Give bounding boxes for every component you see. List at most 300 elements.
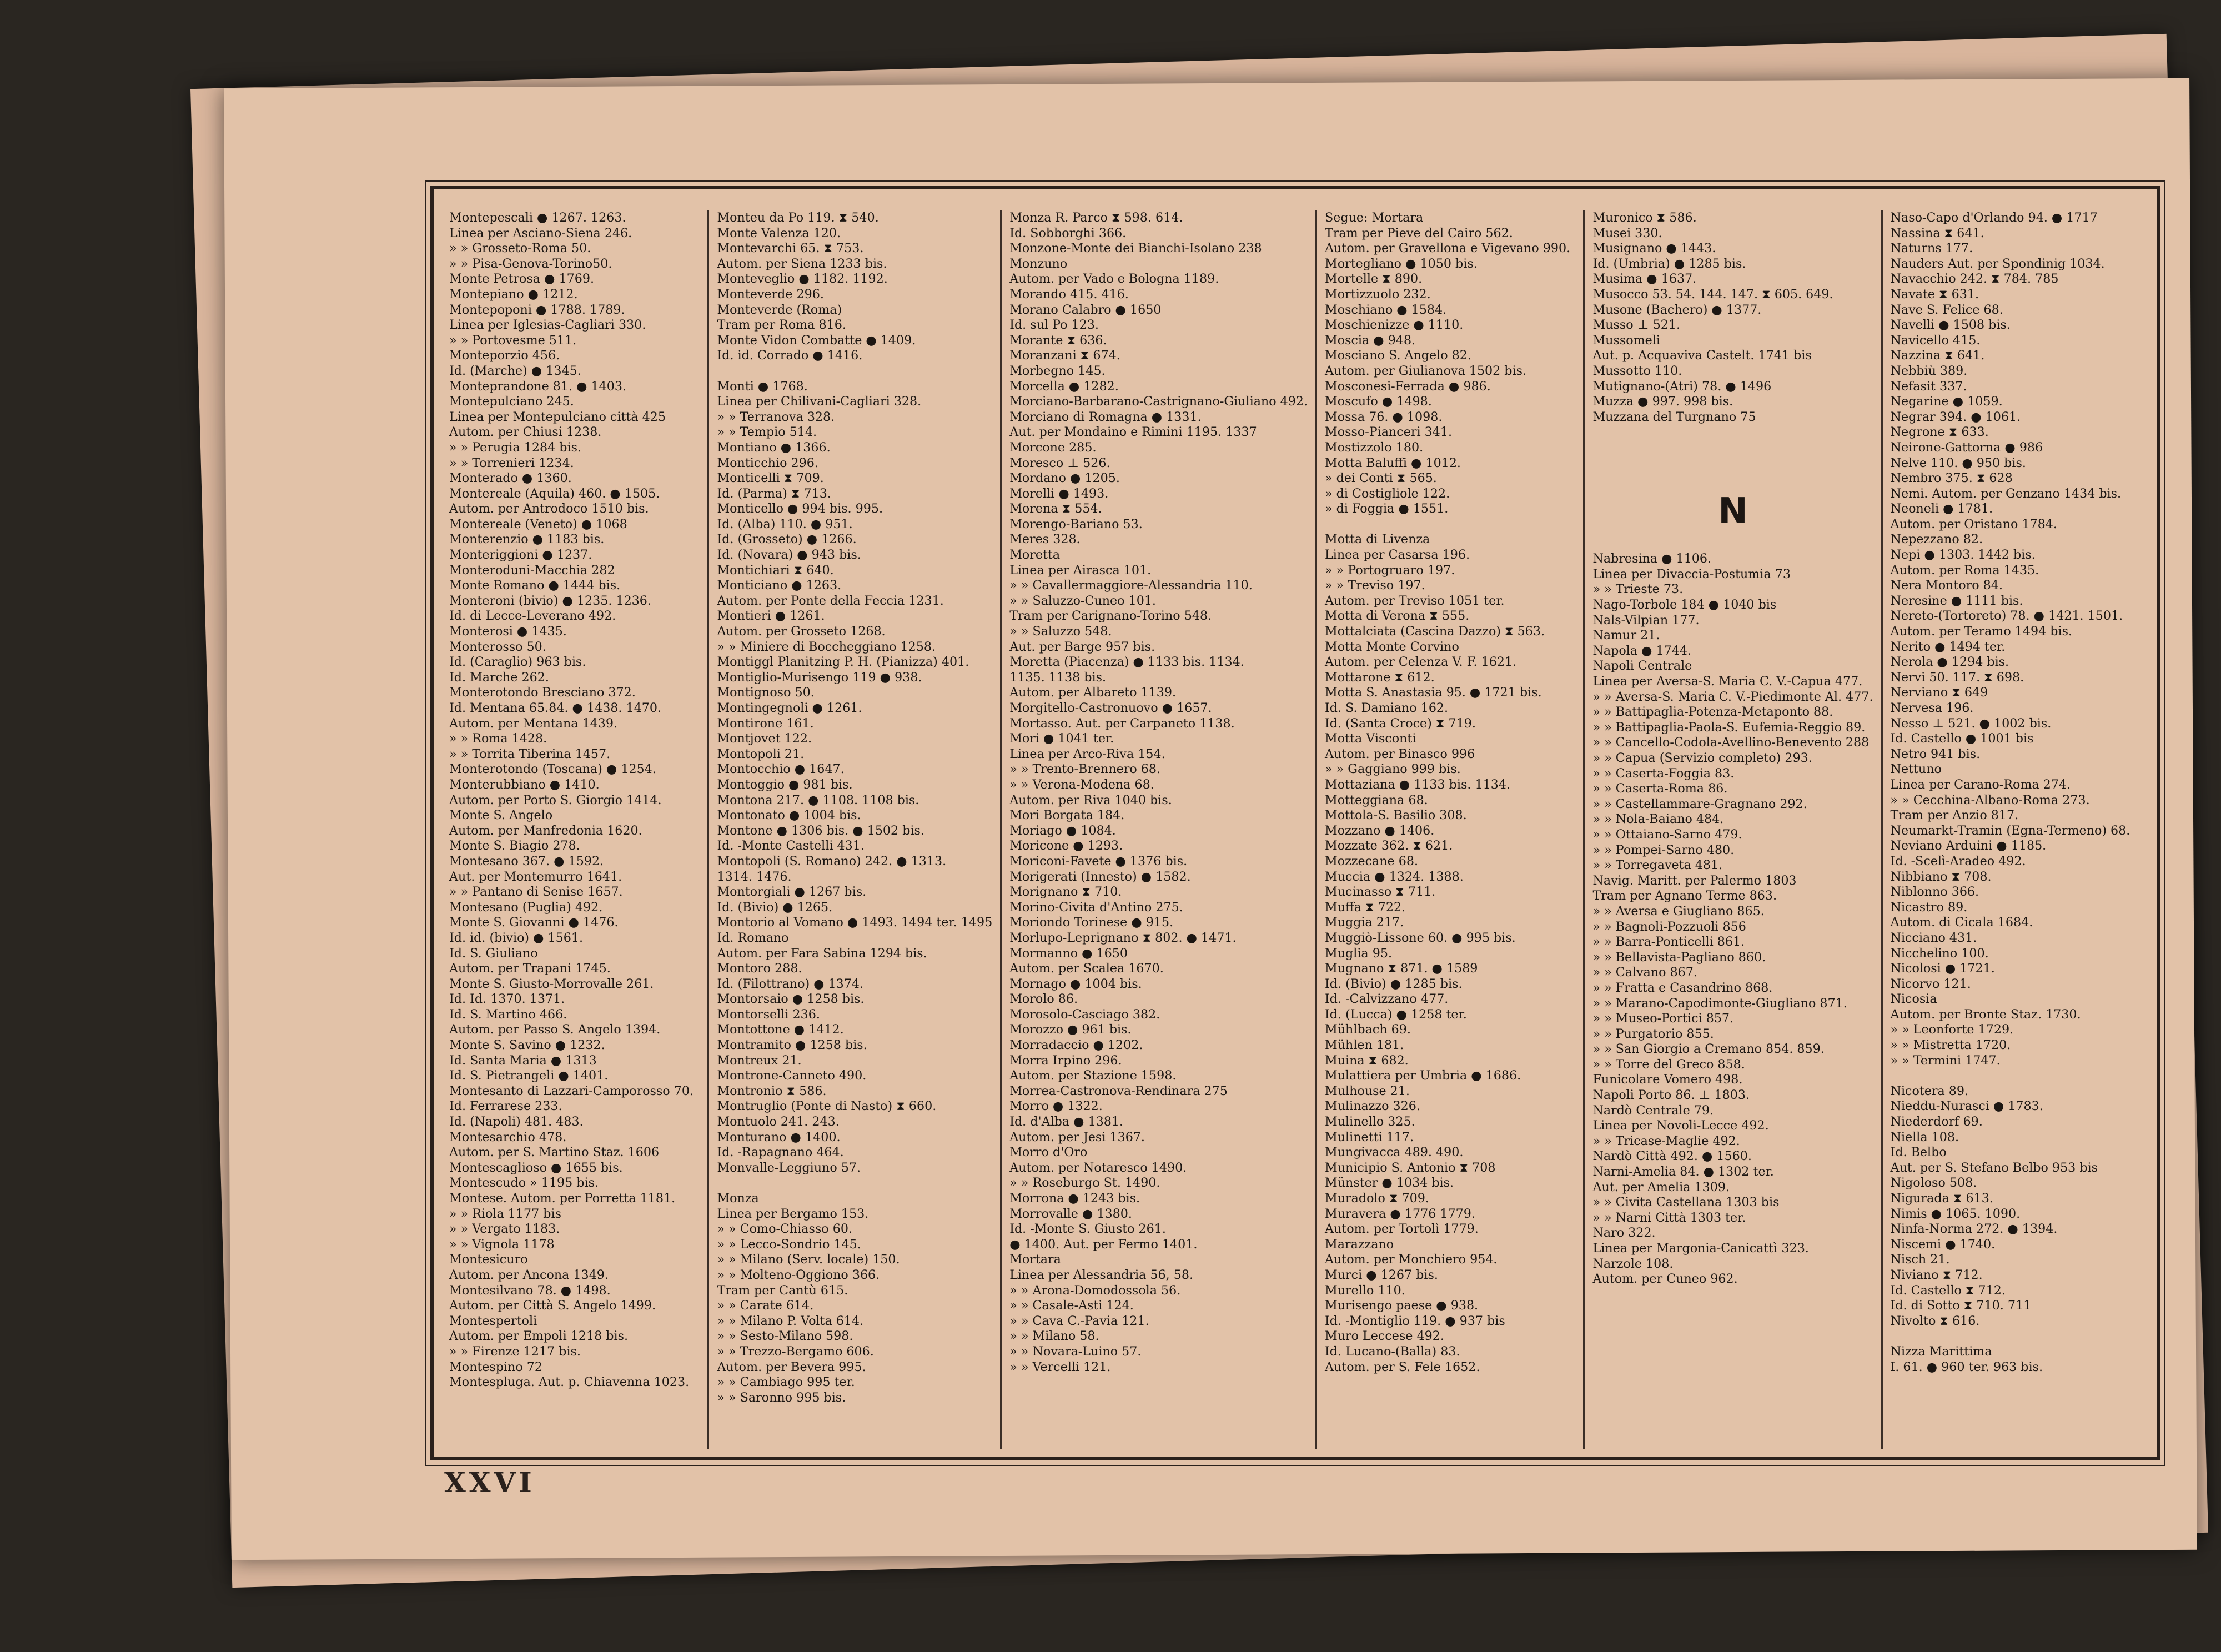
- index-entry: Tram per Carignano-Torino 548.: [1009, 609, 1212, 624]
- index-entry: Montonato ● 1004 bis.: [717, 808, 861, 823]
- index-entry: Moresco ⊥ 526.: [1009, 455, 1110, 470]
- index-entry: Aut. per Mondaino e Rimini 1195. 1337: [1009, 425, 1257, 440]
- index-entry: Morano Calabro ● 1650: [1009, 302, 1162, 317]
- index-entry: Id. S. Martino 466.: [449, 1007, 567, 1022]
- index-entry: Montiggl Planitzing P. H. (Pianizza) 401.: [717, 655, 969, 670]
- index-entry: Niscemi ● 1740.: [1890, 1237, 1996, 1252]
- index-entry: Negarine ● 1059.: [1890, 394, 2003, 409]
- index-entry: » » Marano-Capodimonte-Giugliano 871.: [1592, 996, 1847, 1011]
- index-entry: Montesilvano 78. ● 1498.: [449, 1283, 611, 1298]
- index-entry: Id. S. Damiano 162.: [1325, 701, 1449, 715]
- index-entry: Morlupo-Leprignano ⧗ 802. ● 1471.: [1009, 930, 1237, 945]
- index-entry: Musone (Bachero) ● 1377.: [1592, 302, 1762, 317]
- index-entry: Montepulciano 245.: [449, 394, 574, 409]
- index-entry: Montiglio-Murisengo 119 ● 938.: [717, 670, 922, 685]
- index-entry: Morrovalle ● 1380.: [1009, 1206, 1132, 1221]
- index-entry: Monteprandone 81. ● 1403.: [449, 379, 627, 394]
- index-entry: Münster ● 1034 bis.: [1325, 1176, 1454, 1191]
- index-entry: Autom. per Grosseto 1268.: [717, 624, 886, 639]
- index-entry: Monte S. Giovanni ● 1476.: [449, 915, 619, 930]
- index-entry: Monteveglio ● 1182. 1192.: [717, 272, 888, 287]
- index-entry: Autom. per Mentana 1439.: [449, 716, 618, 731]
- index-entry: Mottarone ⧗ 612.: [1325, 670, 1435, 685]
- index-entry: Montesano (Puglia) 492.: [449, 900, 603, 915]
- index-entry: Montorsaio ● 1258 bis.: [717, 992, 865, 1007]
- index-entry: Nals-Vilpian 177.: [1592, 612, 1700, 627]
- index-entry: Mortizzuolo 232.: [1325, 287, 1431, 302]
- index-entry: Monzuno: [1009, 256, 1068, 271]
- index-entry: Nemi. Autom. per Genzano 1434 bis.: [1890, 486, 2122, 501]
- index-entry: Montottone ● 1412.: [717, 1022, 844, 1037]
- index-entry: Monte Vidon Combatte ● 1409.: [717, 333, 916, 348]
- index-entry: Montopoli 21.: [717, 746, 805, 761]
- index-entry: Motteggiana 68.: [1325, 792, 1428, 807]
- index-entry: Id. (Bivio) ● 1285 bis.: [1325, 976, 1463, 991]
- index-entry: » » Miniere di Boccheggiano 1258.: [717, 639, 936, 654]
- index-entry: » » Bagnoli-Pozzuoli 856: [1592, 919, 1746, 934]
- index-entry: Autom. per Jesi 1367.: [1009, 1129, 1145, 1144]
- index-entry: Montieri ● 1261.: [717, 609, 825, 624]
- index-entry: Autom. per Oristano 1784.: [1890, 516, 2057, 531]
- index-entry: » » Portovesme 511.: [449, 333, 577, 348]
- index-entry: Montronio ⧗ 586.: [717, 1083, 827, 1098]
- index-entry: Montignoso 50.: [717, 685, 815, 700]
- index-entry: Id. -Calvizzano 477.: [1325, 992, 1449, 1007]
- index-entry: Montingegnoli ● 1261.: [717, 701, 862, 715]
- index-entry: » » Grosseto-Roma 50.: [449, 241, 591, 256]
- index-entry: Napoli Porto 86. ⊥ 1803.: [1592, 1088, 1750, 1103]
- index-entry: Autom. per Gravellona e Vigevano 990.: [1325, 241, 1571, 256]
- index-entry: Autom. per Chiusi 1238.: [449, 425, 602, 440]
- index-entry: Moretta (Piacenza) ● 1133 bis. 1134.: [1009, 655, 1244, 670]
- index-entry: I. 61. ● 960 ter. 963 bis.: [1890, 1359, 2043, 1374]
- index-entry: Musima ● 1637.: [1592, 272, 1697, 287]
- index-entry: Mortegliano ● 1050 bis.: [1325, 256, 1478, 271]
- index-entry: » » Fratta e Casandrino 868.: [1592, 980, 1773, 995]
- index-entry: [1592, 440, 1873, 456]
- index-entry: » » Arona-Domodossola 56.: [1009, 1283, 1181, 1298]
- index-entry: Mordano ● 1205.: [1009, 471, 1120, 486]
- index-entry: Muggiò-Lissone 60. ● 995 bis.: [1325, 930, 1516, 945]
- index-entry: Napola ● 1744.: [1592, 643, 1691, 658]
- index-entry: Motta di Livenza: [1325, 532, 1430, 547]
- index-entry: Autom. per Antrodoco 1510 bis.: [449, 501, 649, 516]
- index-entry: Musei 330.: [1592, 225, 1662, 240]
- index-entry: Morcella ● 1282.: [1009, 379, 1119, 394]
- index-entry: » » Museo-Portici 857.: [1592, 1011, 1734, 1026]
- index-entry: » » Roma 1428.: [449, 731, 547, 746]
- index-entry: » » Caserta-Roma 86.: [1592, 781, 1728, 796]
- index-entry: » » San Giorgio a Cremano 854. 859.: [1592, 1042, 1825, 1057]
- index-entry: Montona 217. ● 1108. 1108 bis.: [717, 792, 919, 807]
- index-entry: Nigoloso 508.: [1890, 1176, 1977, 1191]
- index-entry: Id. Castello ● 1001 bis: [1890, 731, 2034, 746]
- index-entry: Nera Montoro 84.: [1890, 578, 2003, 593]
- index-entry: » » Cancello-Codola-Avellino-Benevento 288: [1592, 735, 1870, 750]
- index-entry: Monteroni (bivio) ● 1235. 1236.: [449, 593, 651, 608]
- index-entry: [1592, 536, 1873, 552]
- index-entry: Autom. di Cicala 1684.: [1890, 915, 2033, 930]
- index-entry: Morro d'Oro: [1009, 1145, 1088, 1160]
- index-entry: [1325, 517, 1575, 533]
- index-entry: Autom. per Fara Sabina 1294 bis.: [717, 946, 927, 961]
- index-entry: » » Torrita Tiberina 1457.: [449, 746, 611, 761]
- index-entry: Muffa ⧗ 722.: [1325, 900, 1406, 915]
- index-entry: Monzone-Monte dei Bianchi-Isolano 238: [1009, 241, 1262, 256]
- index-entry: Tram per Pieve del Cairo 562.: [1325, 225, 1513, 240]
- index-entry: Niviano ⧗ 712.: [1890, 1267, 1983, 1282]
- index-entry: Montorselli 236.: [717, 1007, 820, 1022]
- index-entry: Moscia ● 948.: [1325, 333, 1416, 348]
- index-entry: Id. Lucano-(Balla) 83.: [1325, 1344, 1460, 1359]
- index-entry: Muccia ● 1324. 1388.: [1325, 869, 1464, 884]
- index-entry: Narzole 108.: [1592, 1256, 1674, 1271]
- index-frame: [430, 186, 2160, 1460]
- index-entry: Tram per Cantù 615.: [717, 1283, 848, 1298]
- index-entry: Nisch 21.: [1890, 1252, 1950, 1267]
- index-entry: Nesso ⊥ 521. ● 1002 bis.: [1890, 716, 2052, 731]
- index-entry: » » Torre del Greco 858.: [1592, 1057, 1745, 1072]
- index-entry: » » Capua (Servizio completo) 293.: [1592, 751, 1812, 765]
- index-entry: Navacchio 242. ⧗ 784. 785: [1890, 272, 2059, 287]
- index-entry: Montreux 21.: [717, 1053, 802, 1068]
- index-entry: Musignano ● 1443.: [1592, 241, 1716, 256]
- index-entry: Motta Baluffi ● 1012.: [1325, 455, 1461, 470]
- index-entry: Nicotera 89.: [1890, 1083, 1969, 1098]
- index-entry: Id. (Novara) ● 943 bis.: [717, 548, 861, 563]
- index-entry: » » Roseburgo St. 1490.: [1009, 1176, 1160, 1191]
- index-entry: Linea per Novoli-Lecce 492.: [1592, 1118, 1769, 1133]
- index-entry: Morra Irpino 296.: [1009, 1053, 1122, 1068]
- index-entry: » » Cavallermaggiore-Alessandria 110.: [1009, 578, 1253, 593]
- index-entry: Linea per Casarsa 196.: [1325, 548, 1470, 563]
- index-entry: » » Novara-Luino 57.: [1009, 1344, 1142, 1359]
- index-entry: Nervi 50. 117. ⧗ 698.: [1890, 670, 2024, 685]
- index-entry: Id. (Napoli) 481. 483.: [449, 1114, 584, 1129]
- index-entry: » » Purgatorio 855.: [1592, 1026, 1714, 1041]
- index-entry: Neumarkt-Tramin (Egna-Termeno) 68.: [1890, 823, 2130, 838]
- index-entry: Segue: Mortara: [1325, 210, 1424, 225]
- index-entry: Tram per Agnano Terme 863.: [1592, 888, 1777, 903]
- index-entry: Id. Romano: [717, 930, 789, 945]
- index-entry: Monteporzio 456.: [449, 348, 560, 363]
- index-entry: Morante ⧗ 636.: [1009, 333, 1107, 348]
- index-entry: Montopoli (S. Romano) 242. ● 1313.: [717, 853, 947, 868]
- index-entry: Mortara: [1009, 1252, 1061, 1267]
- index-entry: Id. -Monte Castelli 431.: [717, 838, 865, 853]
- index-entry: Id. (Alba) 110. ● 951.: [717, 516, 853, 531]
- index-column-5: [1583, 210, 1881, 1449]
- index-entry: Motta Visconti: [1325, 731, 1416, 746]
- index-entry: Monte Valenza 120.: [717, 225, 841, 240]
- index-entry: Musocco 53. 54. 144. 147. ⧗ 605. 649.: [1592, 287, 1833, 302]
- index-entry: Mühlbach 69.: [1325, 1022, 1411, 1037]
- index-entry: Morosolo-Casciago 382.: [1009, 1007, 1160, 1022]
- index-column-4: [1315, 210, 1583, 1449]
- index-entry: Id. Marche 262.: [449, 670, 549, 685]
- index-entry: Autom. per Bevera 995.: [717, 1359, 866, 1374]
- index-entry: [1891, 1068, 2141, 1084]
- index-entry: Morolo 86.: [1009, 992, 1078, 1007]
- index-entry: Montuolo 241. 243.: [717, 1114, 840, 1129]
- index-entry: Monticelli ⧗ 709.: [717, 471, 824, 486]
- index-entry: » » Battipaglia-Paola-S. Eufemia-Reggio 89.: [1592, 720, 1866, 735]
- index-entry: Linea per Arco-Riva 154.: [1009, 746, 1165, 761]
- index-entry: Linea per Divaccia-Postumia 73: [1592, 566, 1791, 581]
- index-entry: Id. Santa Maria ● 1313: [449, 1053, 597, 1068]
- index-entry: Nicolosi ● 1721.: [1890, 961, 1995, 976]
- index-entry: Navelli ● 1508 bis.: [1890, 318, 2011, 333]
- index-entry: Morrea-Castronova-Rendinara 275: [1009, 1083, 1228, 1098]
- index-entry: » » Verona-Modena 68.: [1009, 777, 1154, 792]
- index-entry: Moscufo ● 1498.: [1325, 394, 1432, 409]
- index-entry: Linea per Iglesias-Cagliari 330.: [449, 318, 646, 333]
- index-entry: Linea per Bergamo 153.: [717, 1206, 869, 1221]
- index-entry: Nazzina ⧗ 641.: [1890, 348, 1985, 363]
- index-entry: Id. S. Pietrangeli ● 1401.: [449, 1068, 609, 1083]
- index-entry: » » Treviso 197.: [1325, 578, 1425, 593]
- index-entry: Montesano 367. ● 1592.: [449, 853, 604, 868]
- index-entry: Moriconi-Favete ● 1376 bis.: [1009, 853, 1188, 868]
- index-entry: Montocchio ● 1647.: [717, 762, 845, 777]
- index-entry: » » Aversa e Giugliano 865.: [1592, 903, 1765, 918]
- index-entry: Morengo-Bariano 53.: [1009, 516, 1143, 531]
- index-entry: Linea per Margonia-Canicattì 323.: [1592, 1241, 1809, 1256]
- index-entry: Aut. p. Acquaviva Castelt. 1741 bis: [1592, 348, 1812, 363]
- index-entry: Autom. per Cuneo 962.: [1592, 1272, 1738, 1287]
- index-entry: Tram per Roma 816.: [717, 318, 846, 333]
- index-entry: » » Milano P. Volta 614.: [717, 1313, 864, 1328]
- index-entry: Monteverde (Roma): [717, 302, 842, 317]
- index-entry: Id. S. Giuliano: [449, 946, 538, 961]
- index-column-1: [441, 210, 707, 1449]
- index-entry: Autom. per Vado e Bologna 1189.: [1009, 272, 1219, 287]
- index-entry: Mozzano ● 1406.: [1325, 823, 1435, 838]
- index-entry: Id. -Monte S. Giusto 261.: [1009, 1222, 1166, 1237]
- index-entry: Motta Monte Corvino: [1325, 639, 1459, 654]
- index-entry: Monterosso 50.: [449, 639, 546, 654]
- index-entry: » » Termini 1747.: [1890, 1053, 2001, 1068]
- index-entry: Autom. per S. Fele 1652.: [1325, 1359, 1480, 1374]
- index-entry: Id. (Caraglio) 963 bis.: [449, 655, 586, 670]
- index-entry: » » Casale-Asti 124.: [1009, 1298, 1134, 1313]
- index-entry: Montorgiali ● 1267 bis.: [717, 885, 867, 900]
- index-entry: » » Perugia 1284 bis.: [449, 440, 582, 455]
- index-entry: Monturano ● 1400.: [717, 1129, 841, 1144]
- index-entry: Mutignano-(Atri) 78. ● 1496: [1592, 379, 1772, 394]
- index-entry: » » Pisa-Genova-Torino50.: [449, 256, 612, 271]
- index-entry: » » Ottaiano-Sarno 479.: [1592, 827, 1742, 842]
- index-entry: Id. -Scelì-Aradeo 492.: [1890, 853, 2026, 868]
- index-entry: Montoro 288.: [717, 961, 802, 976]
- index-entry: Mottaziana ● 1133 bis. 1134.: [1325, 777, 1510, 792]
- index-entry: Moriago ● 1084.: [1009, 823, 1116, 838]
- index-entry: Naturns 177.: [1890, 241, 1973, 256]
- index-entry: Monte S. Angelo: [449, 808, 553, 823]
- index-entry: » » Barra-Ponticelli 861.: [1592, 935, 1745, 950]
- index-entry: Muronico ⧗ 586.: [1592, 210, 1697, 225]
- index-entry: Morrona ● 1243 bis.: [1009, 1191, 1140, 1206]
- index-entry: » » Terranova 328.: [717, 409, 835, 424]
- index-entry: Autom. per Riva 1040 bis.: [1009, 792, 1172, 807]
- index-entry: Nefasit 337.: [1890, 379, 1967, 394]
- index-entry: Mozzecane 68.: [1325, 853, 1419, 868]
- index-entry: 1135. 1138 bis.: [1009, 670, 1107, 685]
- index-entry: Morino-Civita d'Antino 275.: [1009, 900, 1183, 915]
- index-entry: Autom. per Notaresco 1490.: [1009, 1160, 1187, 1175]
- index-entry: Montjovet 122.: [717, 731, 812, 746]
- index-entry: Nepi ● 1303. 1442 bis.: [1890, 548, 2036, 563]
- index-entry: Id. sul Po 123.: [1009, 318, 1099, 333]
- index-entry: Autom. per Scalea 1670.: [1009, 961, 1164, 976]
- index-entry: Id. di Lecce-Leverano 492.: [449, 609, 616, 624]
- index-entry: Linea per Carano-Roma 274.: [1890, 777, 2071, 792]
- index-entry: Mosciano S. Angelo 82.: [1325, 348, 1471, 363]
- index-entry: Muravera ● 1776 1779.: [1325, 1206, 1475, 1221]
- index-entry: Montorio al Vomano ● 1493. 1494 ter. 1495: [717, 915, 993, 930]
- index-entry: Murci ● 1267 bis.: [1325, 1267, 1438, 1282]
- index-entry: » » Vignola 1178: [449, 1237, 555, 1252]
- index-entry: Montone ● 1306 bis. ● 1502 bis.: [717, 823, 924, 838]
- index-entry: Murello 110.: [1325, 1283, 1405, 1298]
- index-entry: Autom. per Teramo 1494 bis.: [1890, 624, 2073, 639]
- index-entry: Montese. Autom. per Porretta 1181.: [449, 1191, 676, 1206]
- index-entry: » » Como-Chiasso 60.: [717, 1222, 852, 1237]
- index-entry: Nigurada ⧗ 613.: [1890, 1191, 1993, 1206]
- index-entry: Mulinetti 117.: [1325, 1129, 1414, 1144]
- index-entry: Linea per Chilivani-Cagliari 328.: [717, 394, 922, 409]
- index-entry: Mozzate 362. ⧗ 621.: [1325, 838, 1453, 853]
- index-entry: Murisengo paese ● 938.: [1325, 1298, 1479, 1313]
- index-entry: Autom. per Stazione 1598.: [1009, 1068, 1177, 1083]
- index-entry: » » Bellavista-Pagliano 860.: [1592, 950, 1766, 965]
- index-entry: Morozzo ● 961 bis.: [1009, 1022, 1132, 1037]
- index-entry: Linea per Airasca 101.: [1009, 563, 1152, 578]
- index-entry: » » Vergato 1183.: [449, 1222, 560, 1237]
- index-entry: Mugnano ⧗ 871. ● 1589: [1325, 961, 1478, 976]
- index-entry: » » Tricase-Maglie 492.: [1592, 1133, 1740, 1148]
- index-entry: » di Foggia ● 1551.: [1325, 501, 1449, 516]
- index-entry: Mornago ● 1004 bis.: [1009, 976, 1142, 991]
- index-entry: Nauders Aut. per Spondinig 1034.: [1890, 256, 2105, 271]
- index-entry: Monza: [717, 1191, 759, 1206]
- index-entry: Morena ⧗ 554.: [1009, 501, 1102, 516]
- index-entry: Monza R. Parco ⧗ 598. 614.: [1009, 210, 1183, 225]
- index-entry: Morgitello-Castronuovo ● 1657.: [1009, 701, 1212, 715]
- index-entry: » » Civita Castellana 1303 bis: [1592, 1195, 1780, 1210]
- index-entry: » » Mistretta 1720.: [1890, 1038, 2011, 1053]
- index-entry: Narni-Amelia 84. ● 1302 ter.: [1592, 1164, 1774, 1179]
- index-entry: » » Tempio 514.: [717, 425, 817, 440]
- index-entry: Monterosi ● 1435.: [449, 624, 567, 639]
- index-entry: Montichiari ⧗ 640.: [717, 563, 834, 578]
- index-entry: Naso-Capo d'Orlando 94. ● 1717: [1890, 210, 2098, 225]
- index-entry: » » Milano (Serv. locale) 150.: [717, 1252, 900, 1267]
- index-entry: Monteriggioni ● 1237.: [449, 548, 592, 563]
- index-entry: Linea per Asciano-Siena 246.: [449, 225, 632, 240]
- index-entry: Autom. per Città S. Angelo 1499.: [449, 1298, 656, 1313]
- index-entry: Monterotondo Bresciano 372.: [449, 685, 636, 700]
- index-entry: Nivolto ⧗ 616.: [1890, 1313, 1980, 1328]
- index-entry: Nettuno: [1890, 762, 1942, 777]
- index-entry: » » Firenze 1217 bis.: [449, 1344, 581, 1359]
- index-entry: » » Saronno 995 bis.: [717, 1390, 846, 1405]
- index-entry: Montespino 72: [449, 1359, 543, 1374]
- index-entry: Autom. per Ancona 1349.: [449, 1267, 609, 1282]
- index-entry: Meres 328.: [1009, 532, 1081, 547]
- index-entry: Nabresina ● 1106.: [1592, 551, 1712, 566]
- index-entry: » » Pantano di Senise 1657.: [449, 885, 623, 900]
- index-entry: Muglia 95.: [1325, 946, 1393, 961]
- index-entry: Muina ⧗ 682.: [1325, 1053, 1409, 1068]
- index-entry: Nervesa 196.: [1890, 701, 1974, 715]
- index-column-2: [707, 210, 1000, 1449]
- index-entry: Nicosia: [1890, 992, 1937, 1007]
- index-entry: Autom. per Tortolì 1779.: [1325, 1222, 1479, 1237]
- index-entry: [1891, 1329, 2141, 1344]
- index-entry: ● 1400. Aut. per Fermo 1401.: [1009, 1237, 1198, 1252]
- index-entry: Id. Sobborghi 366.: [1009, 225, 1127, 240]
- index-entry: Id. (Umbria) ● 1285 bis.: [1592, 256, 1746, 271]
- index-entry: Nicciano 431.: [1890, 930, 1977, 945]
- index-entry: Nereto-(Tortoreto) 78. ● 1421. 1501.: [1890, 609, 2123, 624]
- index-entry: Id. (Filottrano) ● 1374.: [717, 976, 864, 991]
- index-entry: Moschienizze ● 1110.: [1325, 318, 1464, 333]
- index-entry: Neirone-Gattorna ● 986: [1890, 440, 2043, 455]
- index-entry: Municipio S. Antonio ⧗ 708: [1325, 1160, 1496, 1175]
- index-entry: Naro 322.: [1592, 1226, 1656, 1241]
- index-entry: Monteroduni-Macchia 282: [449, 563, 615, 578]
- index-entry: Morro ● 1322.: [1009, 1099, 1103, 1114]
- index-entry: » » Gaggiano 999 bis.: [1325, 762, 1461, 777]
- index-entry: Montepescali ● 1267. 1263.: [449, 210, 626, 225]
- index-entry: Mosso-Pianceri 341.: [1325, 425, 1452, 440]
- index-entry: Id. (Bivio) ● 1265.: [717, 900, 833, 915]
- index-entry: Niederdorf 69.: [1890, 1114, 1983, 1129]
- index-entry: Neresine ● 1111 bis.: [1890, 593, 2023, 608]
- index-entry: Autom. per Bronte Staz. 1730.: [1890, 1007, 2081, 1022]
- index-entry: Montesicuro: [449, 1252, 528, 1267]
- index-entry: Niella 108.: [1890, 1129, 1959, 1144]
- index-entry: Montereale (Aquila) 460. ● 1505.: [449, 486, 660, 501]
- index-entry: » dei Conti ⧗ 565.: [1325, 471, 1437, 486]
- index-entry: Autom. per Siena 1233 bis.: [717, 256, 887, 271]
- index-entry: Mulinazzo 326.: [1325, 1099, 1420, 1114]
- index-entry: Monterenzio ● 1183 bis.: [449, 532, 605, 547]
- index-entry: Mortasso. Aut. per Carpaneto 1138.: [1009, 716, 1235, 731]
- index-entry: Muzzana del Turgnano 75: [1592, 409, 1756, 424]
- index-entry: Mormanno ● 1650: [1009, 946, 1128, 961]
- index-entry: Id. Ferrarese 233.: [449, 1099, 562, 1114]
- index-entry: Monticello ● 994 bis. 995.: [717, 501, 883, 516]
- index-entry: Nimis ● 1065. 1090.: [1890, 1206, 2021, 1221]
- index-entry: Nago-Torbole 184 ● 1040 bis: [1592, 597, 1777, 612]
- index-entry: Montesarchio 478.: [449, 1129, 567, 1144]
- index-columns: [441, 210, 2149, 1449]
- index-entry: » » Carate 614.: [717, 1298, 814, 1313]
- index-entry: Monterotondo (Toscana) ● 1254.: [449, 762, 656, 777]
- index-entry: Autom. per Celenza V. F. 1621.: [1325, 655, 1517, 670]
- index-entry: Autom. per Treviso 1051 ter.: [1325, 593, 1505, 608]
- index-entry: Monteu da Po 119. ⧗ 540.: [717, 210, 879, 225]
- index-entry: Morciano-Barbarano-Castrignano-Giuliano 492.: [1009, 394, 1308, 409]
- index-entry: » » Cambiago 995 ter.: [717, 1375, 855, 1390]
- index-entry: Id. Id. 1370. 1371.: [449, 992, 565, 1007]
- index-entry: Napoli Centrale: [1592, 659, 1692, 674]
- index-entry: Morigerati (Innesto) ● 1582.: [1009, 869, 1191, 884]
- index-entry: Id. (Parma) ⧗ 713.: [717, 486, 831, 501]
- index-entry: Mostizzolo 180.: [1325, 440, 1424, 455]
